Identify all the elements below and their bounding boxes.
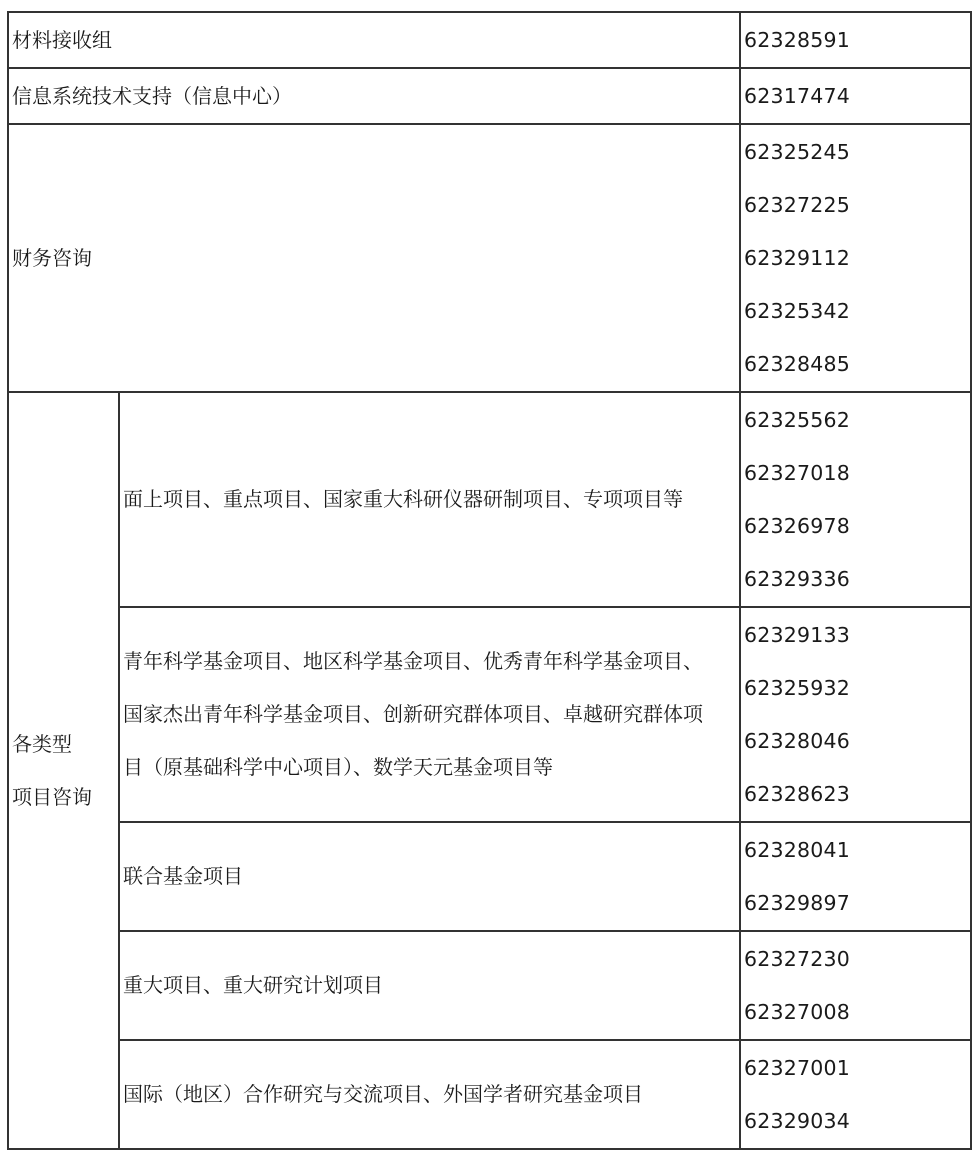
phone-number: 62329034: [744, 1108, 850, 1133]
phone-number: 62325562: [744, 407, 850, 432]
project-type-line: 青年科学基金项目、地区科学基金项目、优秀青年科学基金项目、: [123, 649, 703, 673]
table-row-material-receiving: [8, 12, 971, 68]
phone-number: 62329897: [744, 890, 850, 915]
phone-number: 62327225: [744, 192, 850, 217]
project-type-cell: [119, 931, 740, 1040]
phone-number: 62328591: [744, 27, 850, 52]
phone-cell: [740, 931, 971, 1040]
group-label: [8, 392, 119, 1149]
project-type-line: 面上项目、重点项目、国家重大科研仪器研制项目、专项项目等: [123, 487, 683, 511]
row-label: 材料接收组: [8, 12, 740, 68]
project-type-cell: [119, 1040, 740, 1149]
phone-number: 62328046: [744, 728, 850, 753]
project-type-line: 国际（地区）合作研究与交流项目、外国学者研究基金项目: [123, 1082, 643, 1106]
project-type-line: 联合基金项目: [123, 864, 243, 888]
table-row-it-support: [8, 68, 971, 124]
phone-number: 62327230: [744, 946, 850, 971]
row-label: 信息系统技术支持（信息中心）: [8, 68, 740, 124]
group-label-line: 各类型: [12, 731, 72, 756]
phone-number: 62327001: [744, 1055, 850, 1080]
phone-number: 62328041: [744, 837, 850, 862]
table-row-finance: [8, 124, 971, 392]
contact-table: [7, 11, 972, 1150]
phone-number: 62326978: [744, 513, 850, 538]
phone-number: 62329112: [744, 245, 850, 270]
phone-number: 62328485: [744, 351, 850, 376]
group-label-line: 项目咨询: [12, 784, 92, 809]
phone-cell: [740, 392, 971, 607]
phone-number: 62325932: [744, 675, 850, 700]
phone-cell: [740, 822, 971, 931]
phone-number: 62327018: [744, 460, 850, 485]
phone-cell: [740, 68, 971, 124]
phone-number: 62329336: [744, 566, 850, 591]
table-row-joint-fund: [8, 822, 971, 931]
table-row-talent-projects: [8, 607, 971, 822]
project-type-cell: [119, 822, 740, 931]
row-label: 财务咨询: [8, 124, 740, 392]
project-type-line: 目（原基础科学中心项目）、数学天元基金项目等: [123, 755, 553, 779]
phone-cell: [740, 124, 971, 392]
table-row-major-projects: [8, 931, 971, 1040]
phone-number: 62325342: [744, 298, 850, 323]
phone-number: 62327008: [744, 999, 850, 1024]
phone-number: 62328623: [744, 781, 850, 806]
project-type-cell: [119, 392, 740, 607]
phone-number: 62317474: [744, 83, 850, 108]
phone-cell: [740, 1040, 971, 1149]
table-row-general-projects: [8, 392, 971, 607]
project-type-line: 国家杰出青年科学基金项目、创新研究群体项目、卓越研究群体项: [123, 702, 703, 726]
table-row-international: [8, 1040, 971, 1149]
phone-number: 62329133: [744, 622, 850, 647]
phone-number: 62325245: [744, 139, 850, 164]
phone-cell: [740, 12, 971, 68]
project-type-cell: [119, 607, 740, 822]
phone-cell: [740, 607, 971, 822]
project-type-line: 重大项目、重大研究计划项目: [123, 973, 383, 997]
